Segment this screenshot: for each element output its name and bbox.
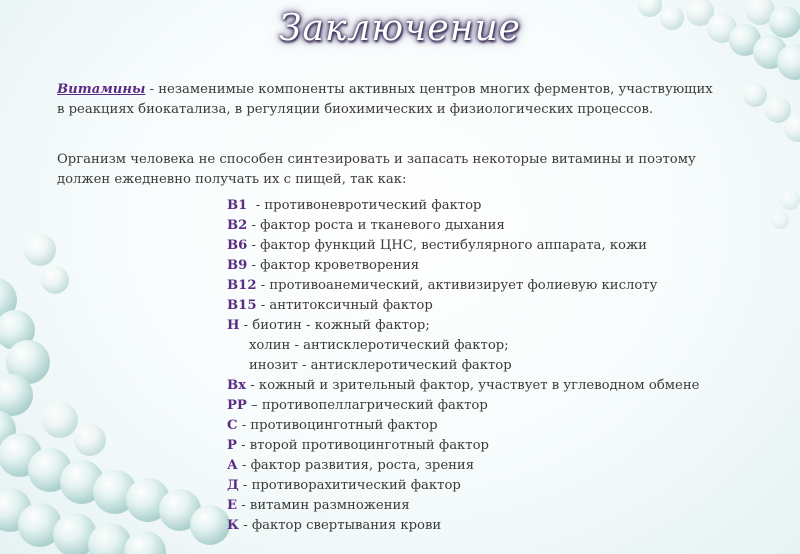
- list-item: [227, 196, 687, 216]
- list-item: [227, 296, 687, 316]
- vitamin-desc: - противоанемический, активизирует фолиевую кислоту: [256, 278, 658, 293]
- list-item: [227, 476, 687, 496]
- list-item: [227, 456, 687, 476]
- vitamin-code: В9: [227, 258, 248, 273]
- bottom-left-bead-strands: [0, 234, 230, 554]
- list-item: [227, 376, 700, 396]
- vitamin-desc: холин - антисклеротический фактор;: [249, 338, 509, 353]
- vitamin-code: Вх: [227, 378, 247, 393]
- list-item: [227, 316, 687, 336]
- body-paragraph: [57, 150, 737, 190]
- vitamin-code: В15: [227, 298, 257, 313]
- list-item: [227, 396, 687, 416]
- vitamin-desc: - кожный и зрительный фактор, участвует в углеводном обмене: [246, 378, 700, 393]
- vitamin-code: К: [227, 518, 239, 533]
- vitamin-code: Д: [227, 478, 239, 493]
- vitamin-desc: - фактор функций ЦНС, вестибулярного аппарата, кожи: [247, 238, 647, 253]
- vitamin-code: В1: [227, 198, 248, 213]
- list-item: [227, 496, 687, 516]
- intro-paragraph: [57, 80, 737, 120]
- list-item: [227, 336, 687, 356]
- vitamin-desc: - фактор свертывания крови: [239, 518, 442, 533]
- vitamin-code: Е: [227, 498, 238, 513]
- intro-line2: в реакциях биокатализа, в регуляции биохимических и физиологических процессов.: [57, 102, 654, 117]
- vitamin-desc: инозит - антисклеротический фактор: [249, 358, 512, 373]
- vitamin-desc: - биотин - кожный фактор;: [239, 318, 430, 333]
- list-item: [227, 256, 687, 276]
- vitamin-desc: – противопеллагрический фактор: [246, 398, 488, 413]
- list-item: [227, 436, 687, 456]
- list-item: [227, 516, 687, 536]
- vitamin-desc: - второй противоцинготный фактор: [236, 438, 489, 453]
- vitamin-desc: - противоцинготный фактор: [237, 418, 438, 433]
- keyword-vitamins: Витамины: [57, 82, 146, 97]
- vitamin-desc: - противорахитический фактор: [238, 478, 461, 493]
- vitamin-code: В2: [227, 218, 248, 233]
- list-item: [227, 276, 687, 296]
- vitamin-code: Р: [227, 438, 237, 453]
- body-line1: Организм человека не способен синтезировать и запасать некоторые витамины и поэтому: [57, 152, 696, 167]
- list-item: [227, 216, 687, 236]
- vitamin-code: А: [227, 458, 238, 473]
- list-item: [227, 416, 687, 436]
- vitamin-list: [227, 196, 700, 536]
- list-item: [227, 236, 687, 256]
- list-item: [227, 356, 687, 376]
- vitamin-desc: - антитоксичный фактор: [256, 298, 433, 313]
- vitamin-code: В6: [227, 238, 248, 253]
- vitamin-desc: - фактор развития, роста, зрения: [237, 458, 475, 473]
- slide-title: Заключение: [279, 8, 521, 49]
- intro-line1-rest: - незаменимые компоненты активных центров многих ферментов, участвующих: [145, 82, 713, 97]
- vitamin-desc: - фактор кроветворения: [247, 258, 420, 273]
- vitamin-code: Н: [227, 318, 240, 333]
- vitamin-code: С: [227, 418, 238, 433]
- vitamin-desc: - фактор роста и тканевого дыхания: [247, 218, 505, 233]
- body-line2: должен ежедневно получать их с пищей, так как:: [57, 172, 407, 187]
- vitamin-desc: - противоневротический фактор: [247, 198, 482, 213]
- vitamin-code: РР: [227, 398, 247, 413]
- vitamin-desc: - витамин размножения: [237, 498, 410, 513]
- vitamin-code: В12: [227, 278, 257, 293]
